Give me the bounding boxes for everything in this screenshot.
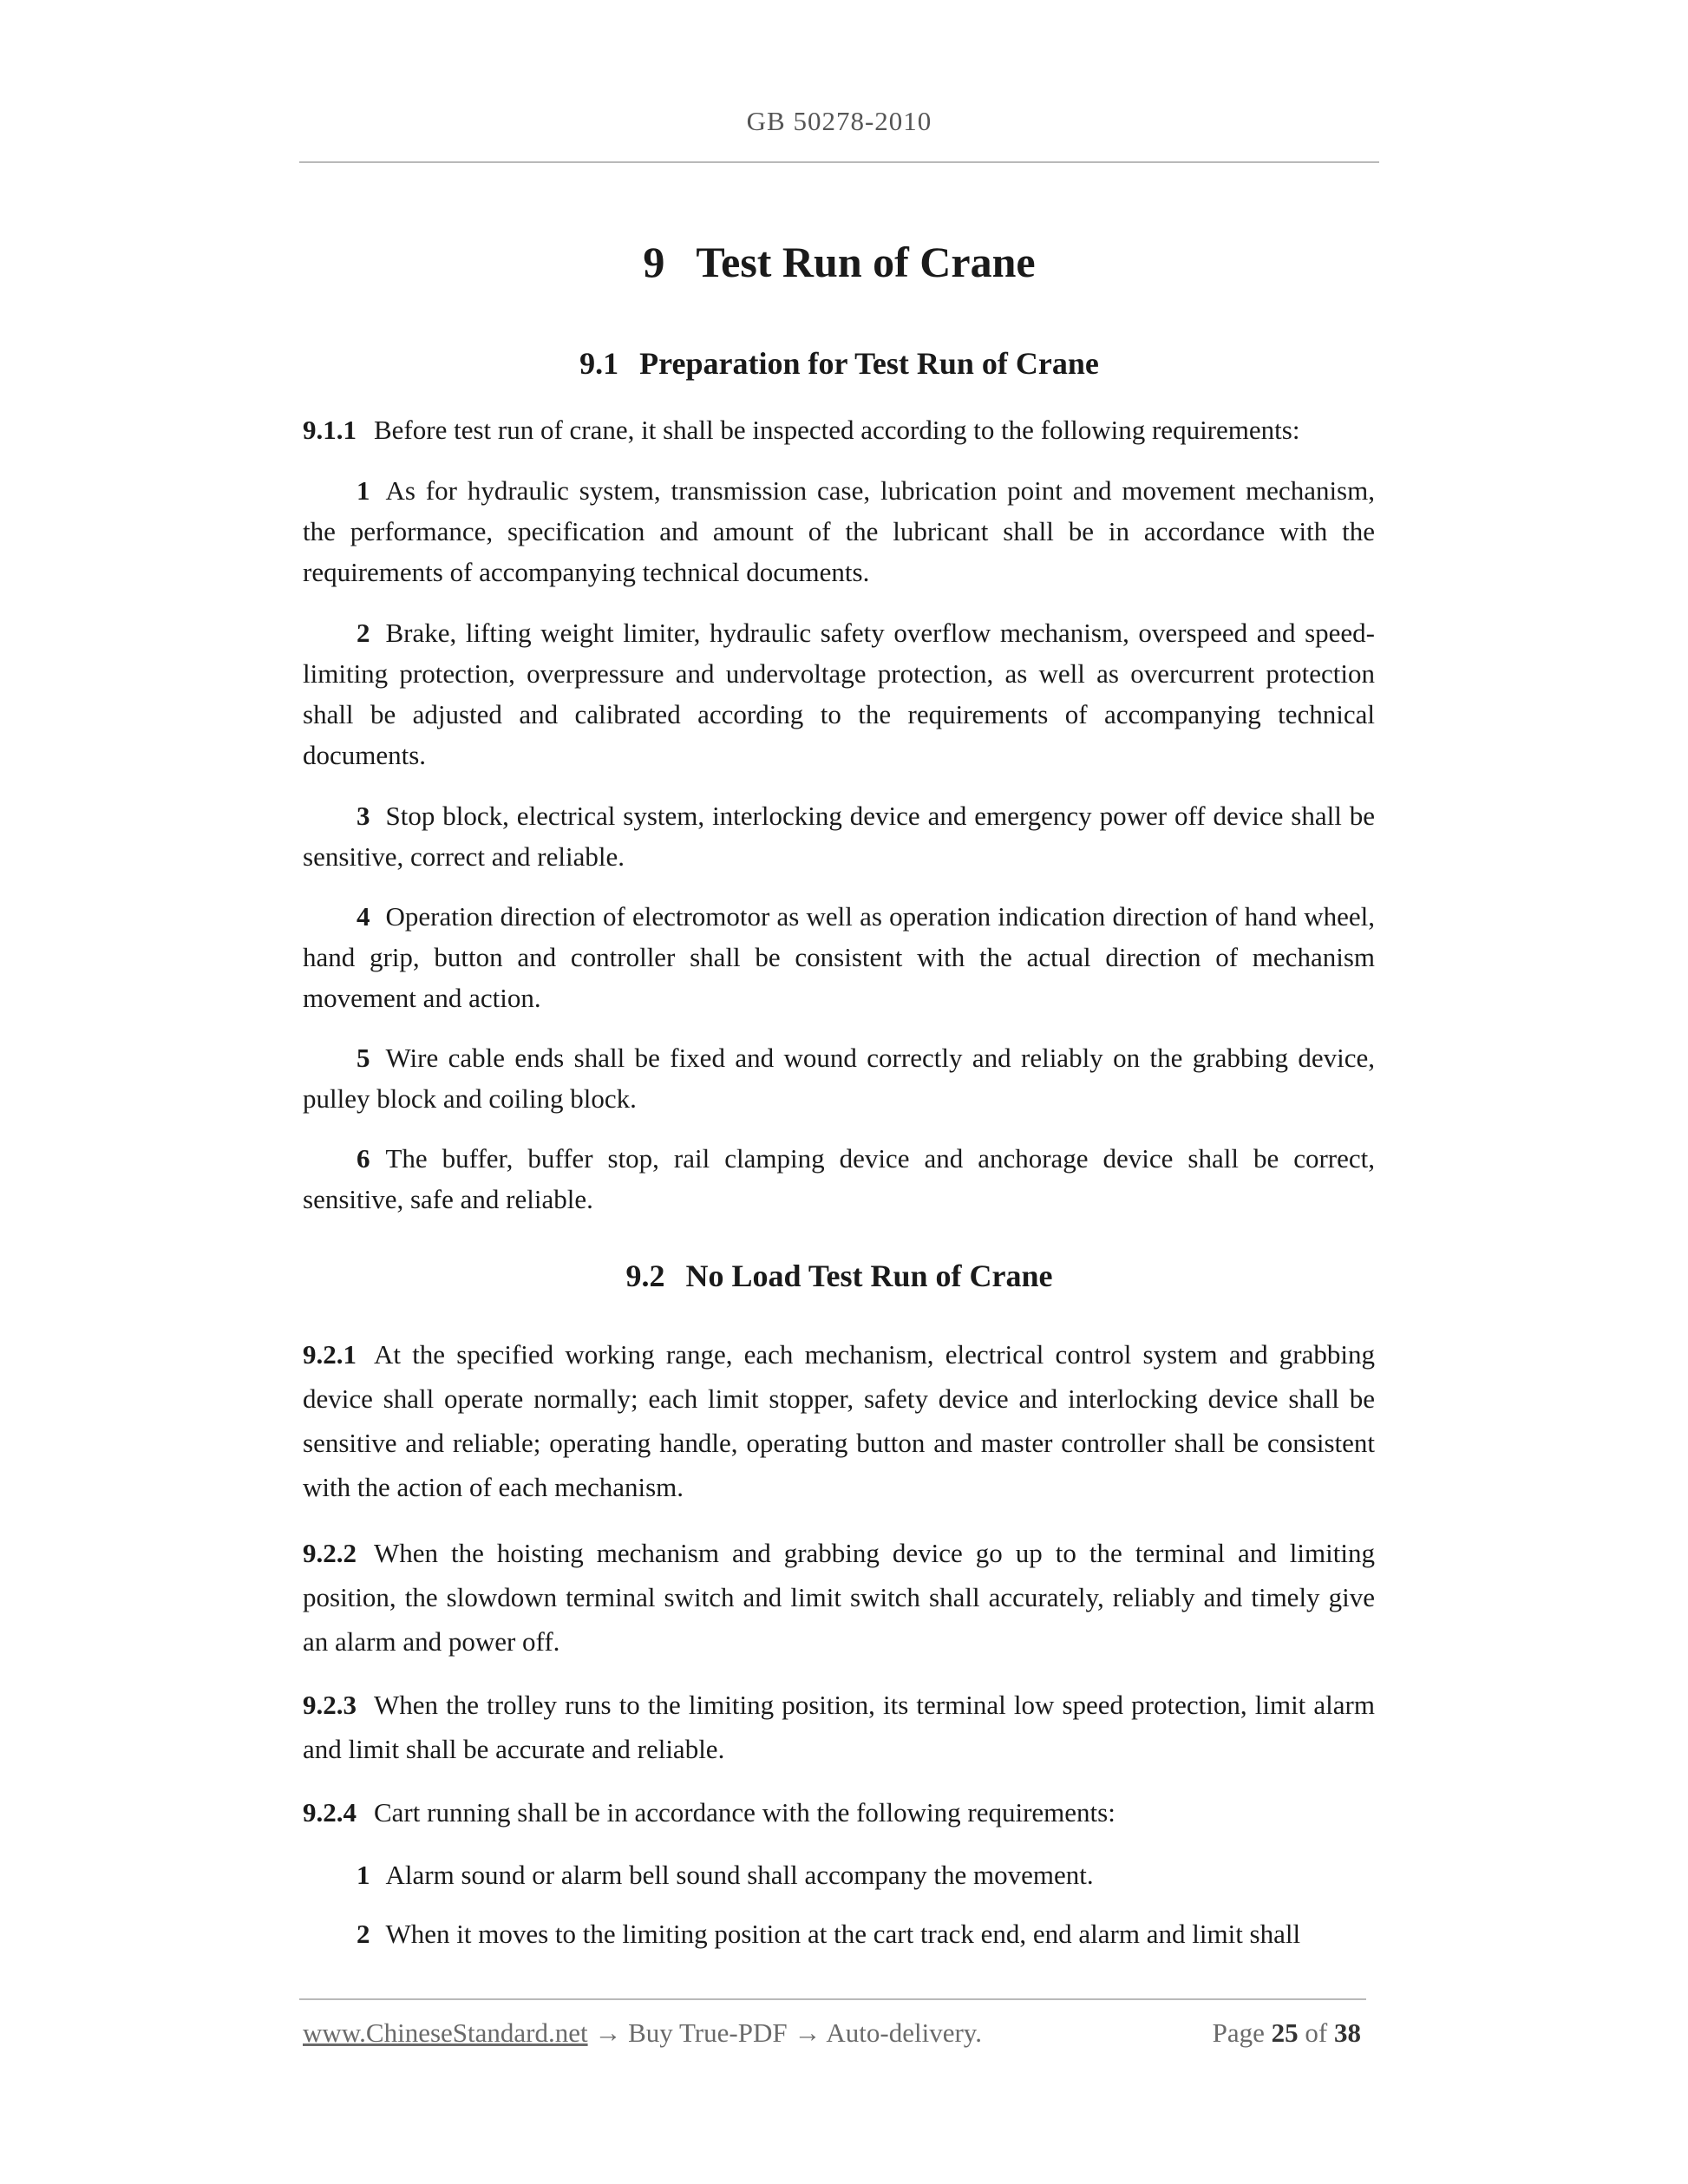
clause-9-2-2 xyxy=(303,1531,1375,1664)
page-label: Page xyxy=(1212,2017,1265,2048)
list-item xyxy=(303,1138,1375,1220)
clause-number: 9.2.3 xyxy=(303,1690,357,1720)
section-title-9-2 xyxy=(299,1258,1379,1295)
clause-number: 9.2.2 xyxy=(303,1538,357,1568)
section-title-text: Preparation for Test Run of Crane xyxy=(639,346,1099,381)
document-code-header: GB 50278-2010 xyxy=(746,106,932,136)
item-text: Operation direction of electromotor as well as operation indication direction of hand wheel, hand grip, button and controller shall be consistent with the actual direction of mechanism movement and action. xyxy=(303,901,1375,1013)
clause-number: 9.2.4 xyxy=(303,1797,357,1828)
item-number: 6 xyxy=(357,1143,370,1174)
section-number: 9.1 xyxy=(579,346,619,381)
section-title-text: No Load Test Run of Crane xyxy=(685,1259,1053,1293)
item-number: 3 xyxy=(357,801,370,831)
item-number: 1 xyxy=(357,475,370,506)
clause-text: When the hoisting mechanism and grabbing device go up to the terminal and limiting position, the slowdown terminal switch and limit switch shall accurately, reliably and timely give an alarm and power off. xyxy=(303,1538,1375,1657)
item-text: Brake, lifting weight limiter, hydraulic safety overflow mechanism, overspeed and speed-limiting protection, overpressure and undervoltage protection, as well as overcurrent protection shall be adjusted and calibrated according to the requirements of accompanying technical documents. xyxy=(303,618,1375,770)
item-text: The buffer, buffer stop, rail clamping device and anchorage device shall be correct, sensitive, safe and reliable. xyxy=(303,1143,1375,1214)
clause-9-2-3 xyxy=(303,1683,1375,1771)
total-pages-number: 38 xyxy=(1334,2017,1361,2048)
section-number: 9.2 xyxy=(625,1259,665,1293)
item-number: 4 xyxy=(357,901,370,932)
clause-number: 9.1.1 xyxy=(303,415,357,445)
section-title-9-1 xyxy=(299,345,1379,383)
chapter-number: 9 xyxy=(643,238,665,286)
item-text: As for hydraulic system, transmission case, lubrication point and movement mechanism, the performance, specification and amount of the lubricant shall be in accordance with the requirements of accompanying technical documents. xyxy=(303,475,1375,587)
page-footer xyxy=(303,2017,1366,2049)
arrow-right-icon: → xyxy=(594,2017,622,2048)
chapter-title-text: Test Run of Crane xyxy=(696,238,1036,286)
item-number: 2 xyxy=(357,1919,370,1949)
item-number: 5 xyxy=(357,1043,370,1073)
item-text: Wire cable ends shall be fixed and wound correctly and reliably on the grabbing device, pulley block and coiling block. xyxy=(303,1043,1375,1114)
list-item xyxy=(303,612,1375,775)
auto-delivery-text: Auto-delivery. xyxy=(826,2017,983,2048)
item-number: 1 xyxy=(357,1860,370,1890)
list-item xyxy=(303,1913,1375,1954)
current-page-number: 25 xyxy=(1271,2017,1299,2048)
footer-divider xyxy=(299,1998,1366,2000)
clause-text: At the specified working range, each mechanism, electrical control system and grabbing device shall operate normally; each limit stopper, safety device and interlocking device shall be sensitive and reliable; operating handle, operating button and master controller shall be consistent with the action of each mechanism. xyxy=(303,1339,1375,1502)
list-item xyxy=(303,1854,1375,1895)
arrow-right-icon: → xyxy=(794,2017,821,2048)
clause-text: Before test run of crane, it shall be inspected according to the following requirements: xyxy=(374,415,1300,445)
header-divider xyxy=(299,161,1379,163)
page-indicator xyxy=(1213,2017,1361,2049)
list-item xyxy=(303,795,1375,877)
clause-text: Cart running shall be in accordance with the following requirements: xyxy=(374,1797,1116,1828)
list-item xyxy=(303,1037,1375,1119)
clause-9-2-1 xyxy=(303,1332,1375,1509)
item-number: 2 xyxy=(357,618,370,648)
list-item xyxy=(303,470,1375,592)
clause-9-2-4 xyxy=(303,1790,1375,1834)
of-label: of xyxy=(1305,2017,1328,2048)
clause-text: When the trolley runs to the limiting position, its terminal low speed protection, limit alarm and limit shall be accurate and reliable. xyxy=(303,1690,1375,1764)
list-item xyxy=(303,896,1375,1018)
chapter-title xyxy=(299,236,1379,288)
buy-true-pdf-link[interactable]: Buy True-PDF xyxy=(628,2017,788,2048)
website-link[interactable]: www.ChineseStandard.net xyxy=(303,2017,588,2048)
clause-9-1-1 xyxy=(303,409,1375,450)
item-text: When it moves to the limiting position at the cart track end, end alarm and limit shall xyxy=(385,1919,1301,1949)
item-text: Stop block, electrical system, interlocking device and emergency power off device shall be sensitive, correct and reliable. xyxy=(303,801,1375,872)
clause-number: 9.2.1 xyxy=(303,1339,357,1370)
item-text: Alarm sound or alarm bell sound shall accompany the movement. xyxy=(385,1860,1094,1890)
